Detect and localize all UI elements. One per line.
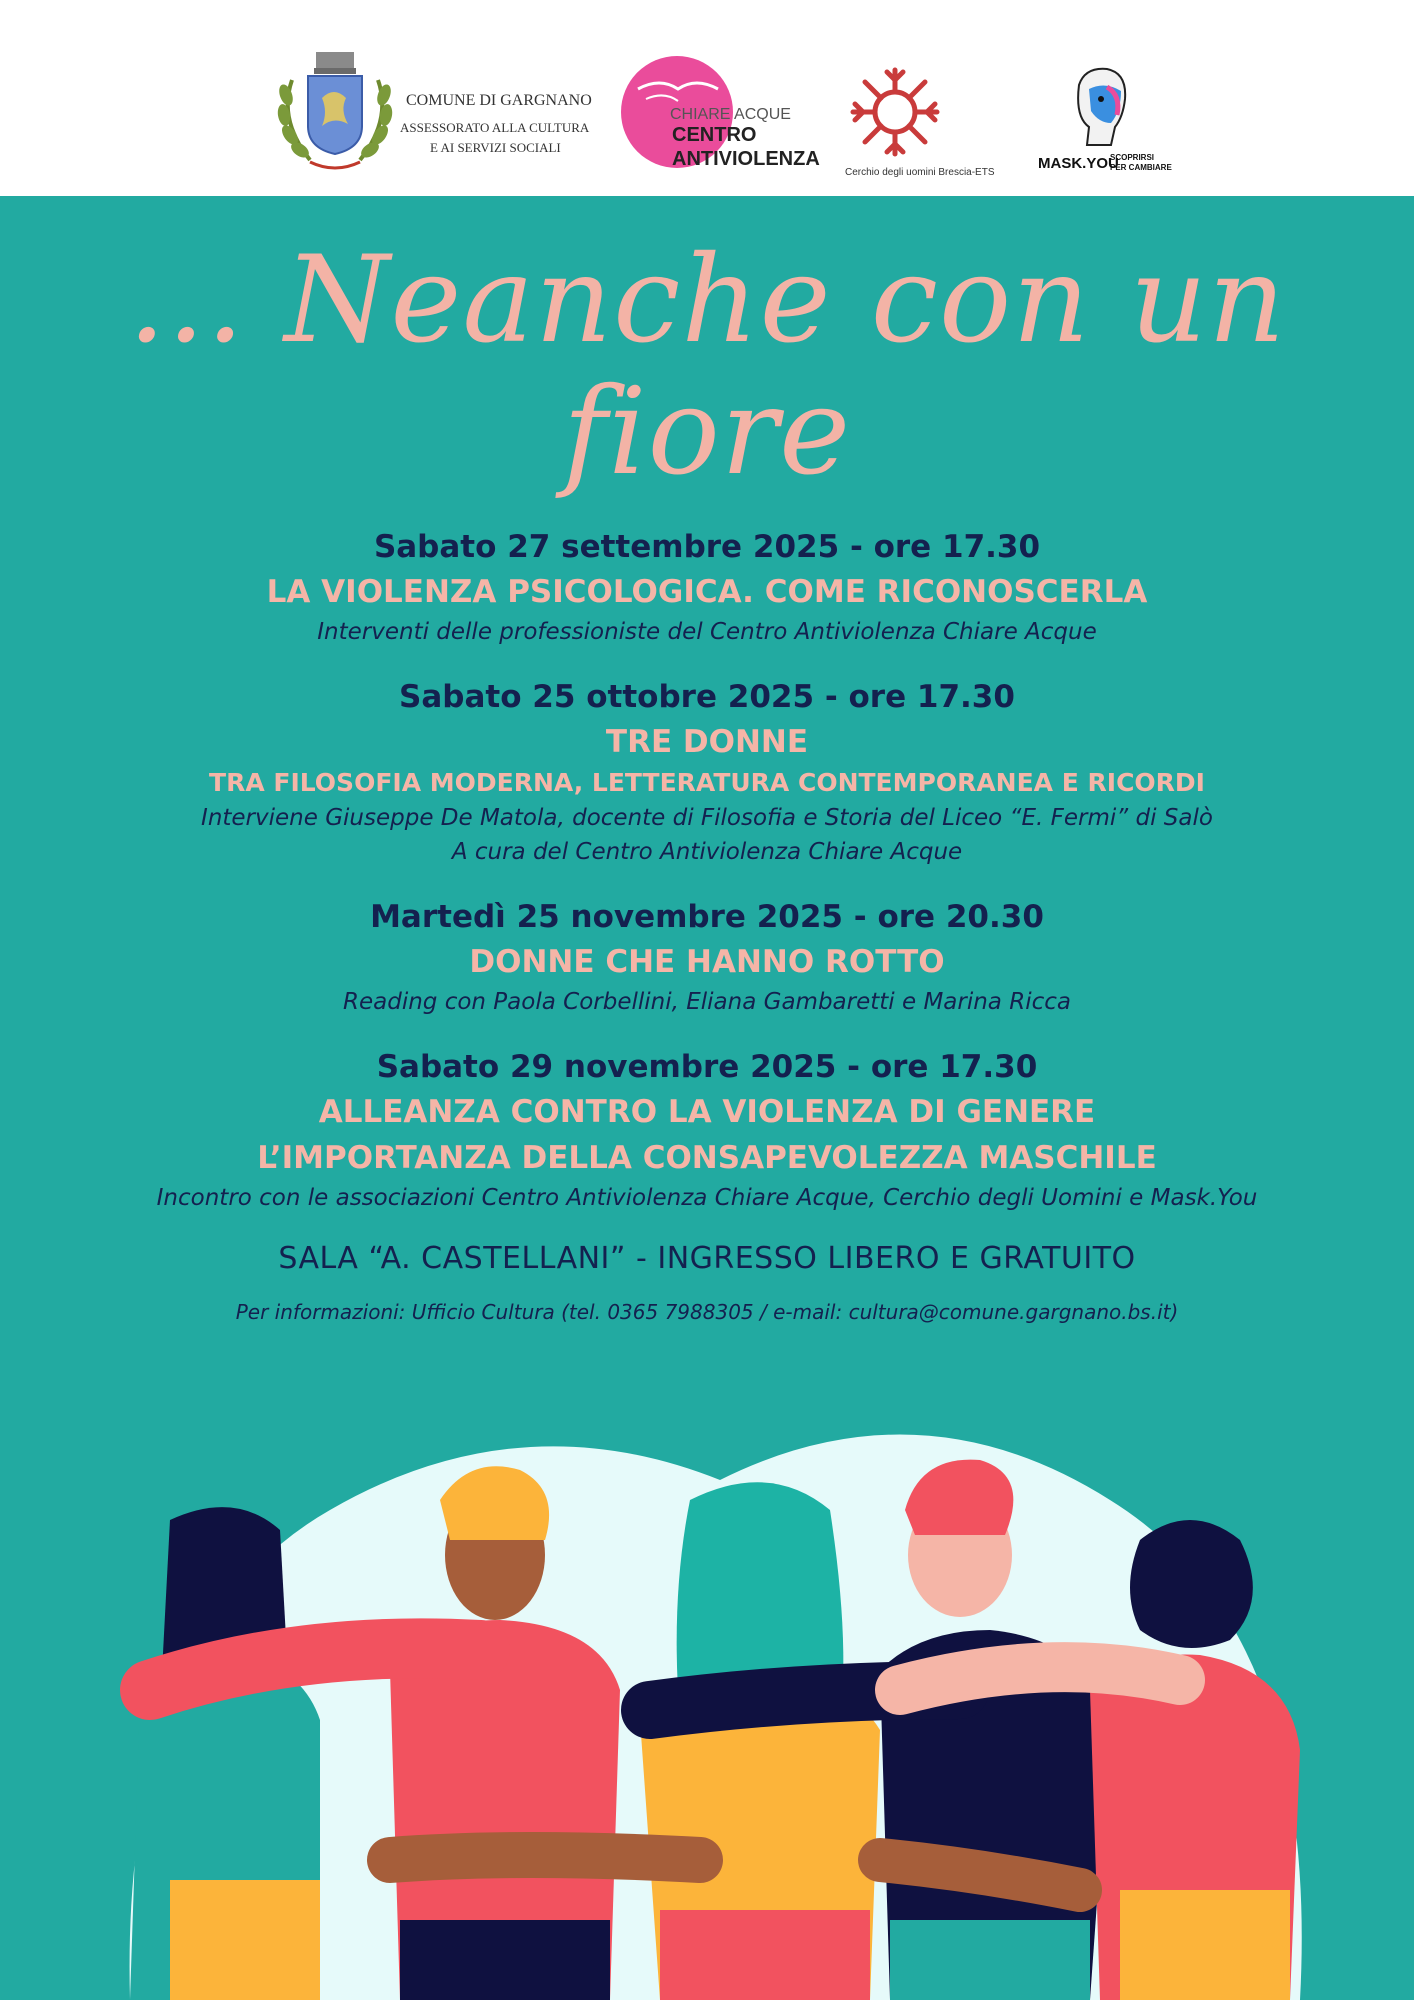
- maskyou-tagline-2: PER CAMBIARE: [1110, 163, 1172, 172]
- event-title: ALLEANZA CONTRO LA VIOLENZA DI GENERE: [318, 1094, 1096, 1130]
- event-description: Reading con Paola Corbellini, Eliana Gambaretti e Marina Ricca: [343, 989, 1071, 1015]
- event-title: DONNE CHE HANNO ROTTO: [469, 944, 945, 980]
- event-description: Interventi delle professioniste del Centro Antiviolenza Chiare Acque: [317, 619, 1097, 645]
- event-date: Sabato 29 novembre 2025 - ore 17.30: [376, 1049, 1038, 1085]
- municipality-department-2: E AI SERVIZI SOCIALI: [430, 140, 561, 155]
- event-date: Martedì 25 novembre 2025 - ore 20.30: [370, 899, 1044, 935]
- event-1: [0, 525, 1414, 649]
- embracing-people-illustration: [0, 1390, 1414, 2000]
- event-date: Sabato 25 ottobre 2025 - ore 17.30: [399, 679, 1015, 715]
- event-title: LA VIOLENZA PSICOLOGICA. COME RICONOSCERLA: [266, 574, 1148, 610]
- event-description: Interviene Giuseppe De Matola, docente di Filosofia e Storia del Liceo “E. Fermi” di Salò: [201, 805, 1213, 831]
- event-date: Sabato 27 settembre 2025 - ore 17.30: [373, 529, 1041, 565]
- event-3: [0, 895, 1414, 1019]
- poster-title: ... Neanche con un fiore: [127, 231, 1287, 502]
- events-list: [0, 525, 1414, 1324]
- centro-name-line2: CENTRO: [672, 124, 757, 146]
- event-organizer: A cura del Centro Antiviolenza Chiare Acque: [451, 839, 963, 865]
- centro-name-line3: ANTIVIOLENZA: [672, 148, 820, 170]
- maskyou-name: MASK.YOU: [1038, 155, 1119, 172]
- cerchio-caption: Cerchio degli uomini Brescia-ETS: [845, 167, 995, 178]
- venue-line: SALA “A. CASTELLANI” - INGRESSO LIBERO E GRATUITO: [278, 1241, 1136, 1276]
- centro-name-top: CHIARE ACQUE: [670, 106, 791, 123]
- event-4: [0, 1045, 1414, 1215]
- cerchio-uomini-logo: [845, 62, 945, 162]
- maskyou-logo: [1065, 65, 1135, 150]
- maskyou-tagline: SCOPRIRSI: [1110, 153, 1155, 162]
- logo-header: [0, 0, 1414, 196]
- contact-info: Per informazioni: Ufficio Cultura (tel. 0365 7988305 / e-mail: cultura@comune.gargnano.bs.it): [235, 1300, 1179, 1324]
- gargnano-crest-logo: [270, 50, 400, 175]
- municipality-name: COMUNE DI GARGNANO: [406, 92, 592, 109]
- event-title: TRE DONNE: [605, 724, 809, 760]
- event-subtitle: TRA FILOSOFIA MODERNA, LETTERATURA CONTEMPORANEA E RICORDI: [209, 768, 1205, 797]
- event-description: Incontro con le associazioni Centro Antiviolenza Chiare Acque, Cerchio degli Uomini e Mask.You: [156, 1185, 1258, 1211]
- event-2: [0, 675, 1414, 869]
- event-subtitle: L’IMPORTANZA DELLA CONSAPEVOLEZZA MASCHILE: [257, 1140, 1157, 1176]
- municipality-department: ASSESSORATO ALLA CULTURA: [400, 120, 590, 135]
